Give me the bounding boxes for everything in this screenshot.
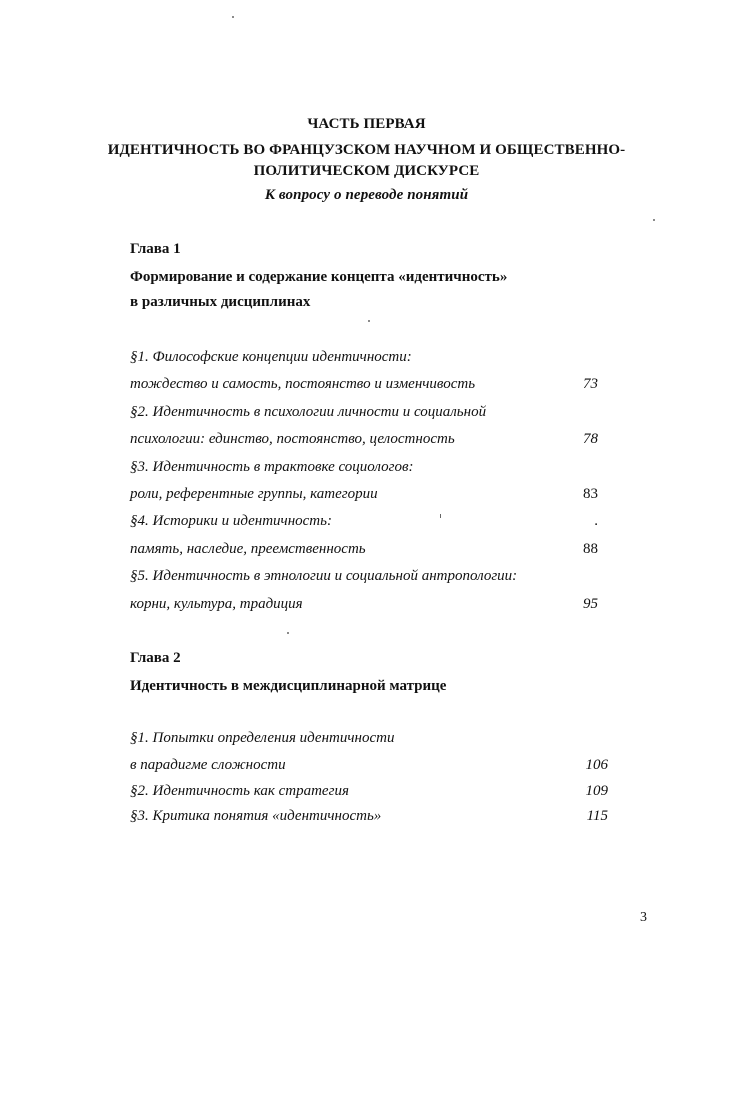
toc-page-number: 106	[585, 757, 608, 773]
chapter1-title-line2: в различных дисциплинах	[130, 294, 311, 310]
part-heading: ЧАСТЬ ПЕРВАЯ	[307, 116, 426, 132]
toc-page-number: 88	[583, 541, 598, 557]
toc-entry: §1. Философские концепции идентичности:	[130, 349, 412, 365]
toc-entry: в парадигме сложности	[130, 757, 286, 773]
toc-page-number: 78	[583, 431, 598, 447]
toc-page-number: .	[594, 513, 598, 529]
scan-speck	[440, 514, 441, 518]
chapter1-label: Глава 1	[130, 241, 181, 257]
scan-speck	[287, 632, 289, 634]
toc-page-number: 109	[585, 783, 608, 799]
part-title-line2: ПОЛИТИЧЕСКОМ ДИСКУРСЕ	[253, 163, 480, 179]
part-subtitle: К вопросу о переводе понятий	[264, 187, 469, 203]
chapter1-title-line1: Формирование и содержание концепта «идентичность»	[130, 269, 508, 285]
part-title-line1: ИДЕНТИЧНОСТЬ ВО ФРАНЦУЗСКОМ НАУЧНОМ И ОБЩЕСТВЕННО-	[107, 142, 626, 158]
toc-entry: психологии: единство, постоянство, целостность	[130, 431, 455, 447]
toc-entry: память, наследие, преемственность	[130, 541, 366, 557]
toc-page-number: 115	[586, 808, 608, 824]
sheet-number: 3	[640, 910, 647, 925]
toc-entry: §4. Историки и идентичность:	[130, 513, 332, 529]
toc-entry: §1. Попытки определения идентичности	[130, 730, 395, 746]
toc-entry: тождество и самость, постоянство и изменчивость	[130, 376, 476, 392]
toc-entry: §2. Идентичность как стратегия	[130, 783, 349, 799]
toc-page-number: 83	[583, 486, 598, 502]
toc-entry: §2. Идентичность в психологии личности и социальной	[130, 404, 487, 420]
toc-page-number: 73	[583, 376, 598, 392]
scan-speck	[232, 16, 234, 18]
toc-page-number: 95	[583, 596, 598, 612]
toc-entry: §3. Идентичность в трактовке социологов:	[130, 459, 414, 475]
toc-entry: §5. Идентичность в этнологии и социальной антропологии:	[130, 568, 518, 584]
chapter2-label: Глава 2	[130, 650, 181, 666]
scan-speck	[653, 219, 655, 221]
toc-entry: §3. Критика понятия «идентичность»	[130, 808, 382, 824]
scan-speck	[368, 320, 370, 322]
chapter2-title-line1: Идентичность в междисциплинарной матрице	[130, 678, 447, 694]
toc-entry: корни, культура, традиция	[130, 596, 303, 612]
toc-entry: роли, референтные группы, категории	[130, 486, 378, 502]
